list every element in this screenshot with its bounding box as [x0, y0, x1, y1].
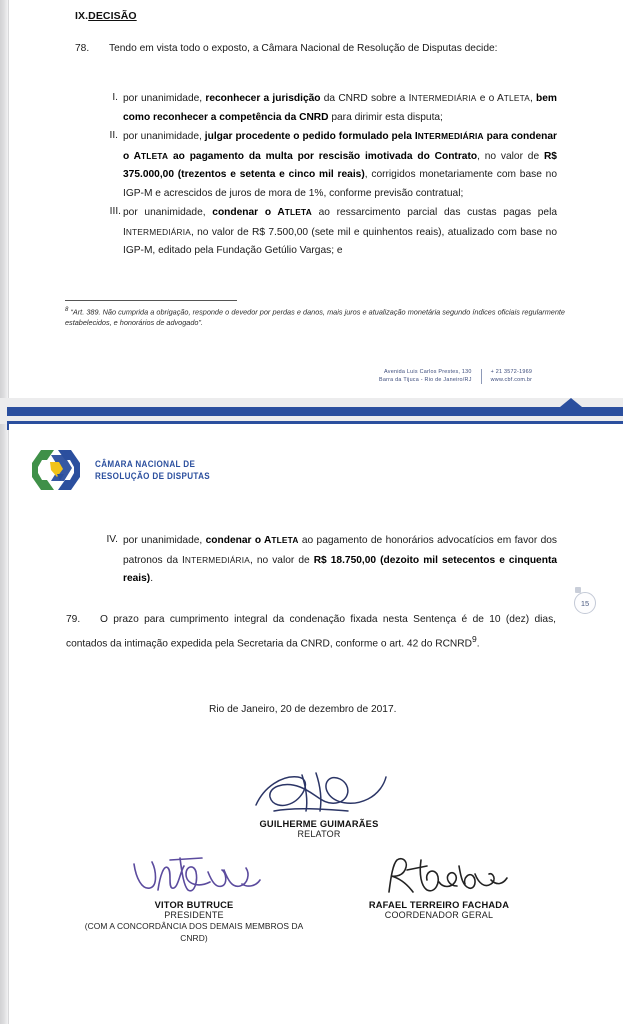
decision-item-numeral: II.: [109, 130, 118, 141]
address-line-1: Avenida Luis Carlos Prestes, 130: [384, 369, 472, 375]
decision-item-text: por unanimidade, condenar o ATLETA ao ressarcimento parcial das custas pagas pela INTERMEDIÁRIA, no valor de R$ 7.500,00 (sete mil e quinhentos reais), atualizado com base no IGP-M, editado pela Fundação Getúlio Vargas; e: [123, 207, 557, 256]
decision-item-numeral: IV.: [106, 534, 118, 545]
cnrd-logo-text: [95, 458, 210, 482]
decision-item-ii: [97, 127, 557, 203]
page-separator: [0, 398, 623, 424]
page-badge-dot-icon: [575, 587, 581, 593]
date-line: Rio de Janeiro, 20 de dezembro de 2017.: [209, 704, 397, 715]
logo-line-1: CÂMARA NACIONAL DE: [95, 459, 196, 469]
signature-note-presidente: (COM A CONCORDÂNCIA DOS DEMAIS MEMBROS DA CNRD): [84, 921, 304, 943]
page-footer-address: [379, 368, 532, 384]
cnrd-logo: [31, 448, 226, 492]
decision-items-list-page2: [97, 531, 557, 589]
footnote-8: [65, 305, 565, 328]
signature-role-coordenador: COORDENADOR GERAL: [384, 910, 494, 920]
decision-items-list-page1: [97, 89, 557, 261]
paragraph-79: [66, 611, 556, 653]
section-heading-title: DECISÃO: [88, 10, 137, 22]
decision-item-text: por unanimidade, julgar procedente o pedido formulado pela INTERMEDIÁRIA para condenar o ATLETA ao pagamento da multa por rescisão imotivada do Contrato, no valor de R$ 375.000,00 (trezentos e setenta e cinco mil reais), corrigidos monetariamente com base no IGP-M e acrescidos de juros de mora de 1%, conforme previsão contratual;: [123, 131, 557, 199]
page-number-badge[interactable]: [574, 592, 596, 614]
page-number-badge-value: 15: [580, 598, 590, 608]
document-page-2: [9, 424, 623, 1024]
signature-mark-coordenador-icon: [369, 854, 509, 900]
paragraph-78-text: Tendo em vista todo o exposto, a Câmara Nacional de Resolução de Disputas decide:: [109, 43, 498, 54]
signature-mark-relator-icon: [244, 767, 394, 819]
paragraph-79-number: 79.: [66, 614, 81, 625]
section-heading-prefix: IX.: [75, 10, 89, 22]
decision-item-text: por unanimidade, condenar o ATLETA ao pagamento de honorários advocatícios em favor dos patronos da INTERMEDIÁRIA, no valor de R$ 18.750,00 (dezoito mil setecentos e cinquenta reais).: [123, 535, 558, 584]
footnote-block: [65, 300, 565, 328]
viewer-left-edge: [0, 0, 9, 1024]
decision-item-iii: [97, 203, 557, 261]
separator-bar-top: [7, 407, 623, 416]
footnote-rule: [65, 300, 237, 301]
signature-name-presidente: VITOR BUTRUCE: [154, 900, 234, 910]
decision-item-numeral: III.: [109, 206, 121, 217]
footnote-8-text: “Art. 389. Não cumprida a obrigação, responde o devedor por perdas e danos, mais juros e atualização monetária segundo índices oficiais regularmente estabelecidos, e honorários de advogado”.: [65, 307, 565, 327]
logo-line-2: RESOLUÇÃO DE DISPUTAS: [95, 471, 211, 481]
signature-name-relator: GUILHERME GUIMARÃES: [259, 819, 379, 829]
signature-mark-presidente-icon: [124, 854, 264, 900]
decision-item-text: por unanimidade, reconhecer a jurisdição da CNRD sobre a INTERMEDIÁRIA e o ATLETA, bem como reconhecer a competência da CNRD para dirimir esta disputa;: [123, 93, 557, 123]
address-line-2: Barra da Tijuca - Rio de Janeiro/RJ: [379, 377, 472, 383]
paragraph-78: [75, 40, 556, 59]
signature-block-presidente: [84, 854, 304, 944]
contact-website: www.cbf.com.br: [490, 377, 533, 383]
document-page-1: [9, 0, 623, 398]
address-lines: [379, 368, 472, 384]
separator-triangle-up-icon: [560, 398, 582, 407]
paragraph-78-number: 78.: [75, 43, 90, 54]
decision-item-i: [97, 89, 557, 127]
section-heading: [75, 10, 137, 22]
footnote-8-marker: 8: [65, 307, 69, 313]
cnrd-logo-mark-icon: [31, 448, 85, 492]
address-divider: [481, 369, 482, 384]
contact-phone: + 21 3572-1969: [490, 369, 533, 375]
signature-name-coordenador: RAFAEL TERREIRO FACHADA: [368, 900, 510, 910]
paragraph-79-footnote-marker: 9: [472, 633, 477, 644]
signature-block-coordenador: [329, 854, 549, 920]
paragraph-79-text-end: .: [476, 637, 480, 649]
contact-lines: [491, 368, 533, 384]
signature-block-relator: [224, 767, 414, 839]
signature-role-presidente: PRESIDENTE: [164, 910, 224, 920]
decision-item-numeral: I.: [112, 92, 118, 103]
paragraph-79-text: O prazo para cumprimento integral da condenação fixada nesta Sentença é de 10 (dez) dias, contados da intimação expedida pela Secretaria da CNRD, conforme o art. 42 do RCNRD: [66, 614, 556, 649]
signature-role-relator: RELATOR: [297, 829, 341, 839]
decision-item-iv: [97, 531, 557, 589]
